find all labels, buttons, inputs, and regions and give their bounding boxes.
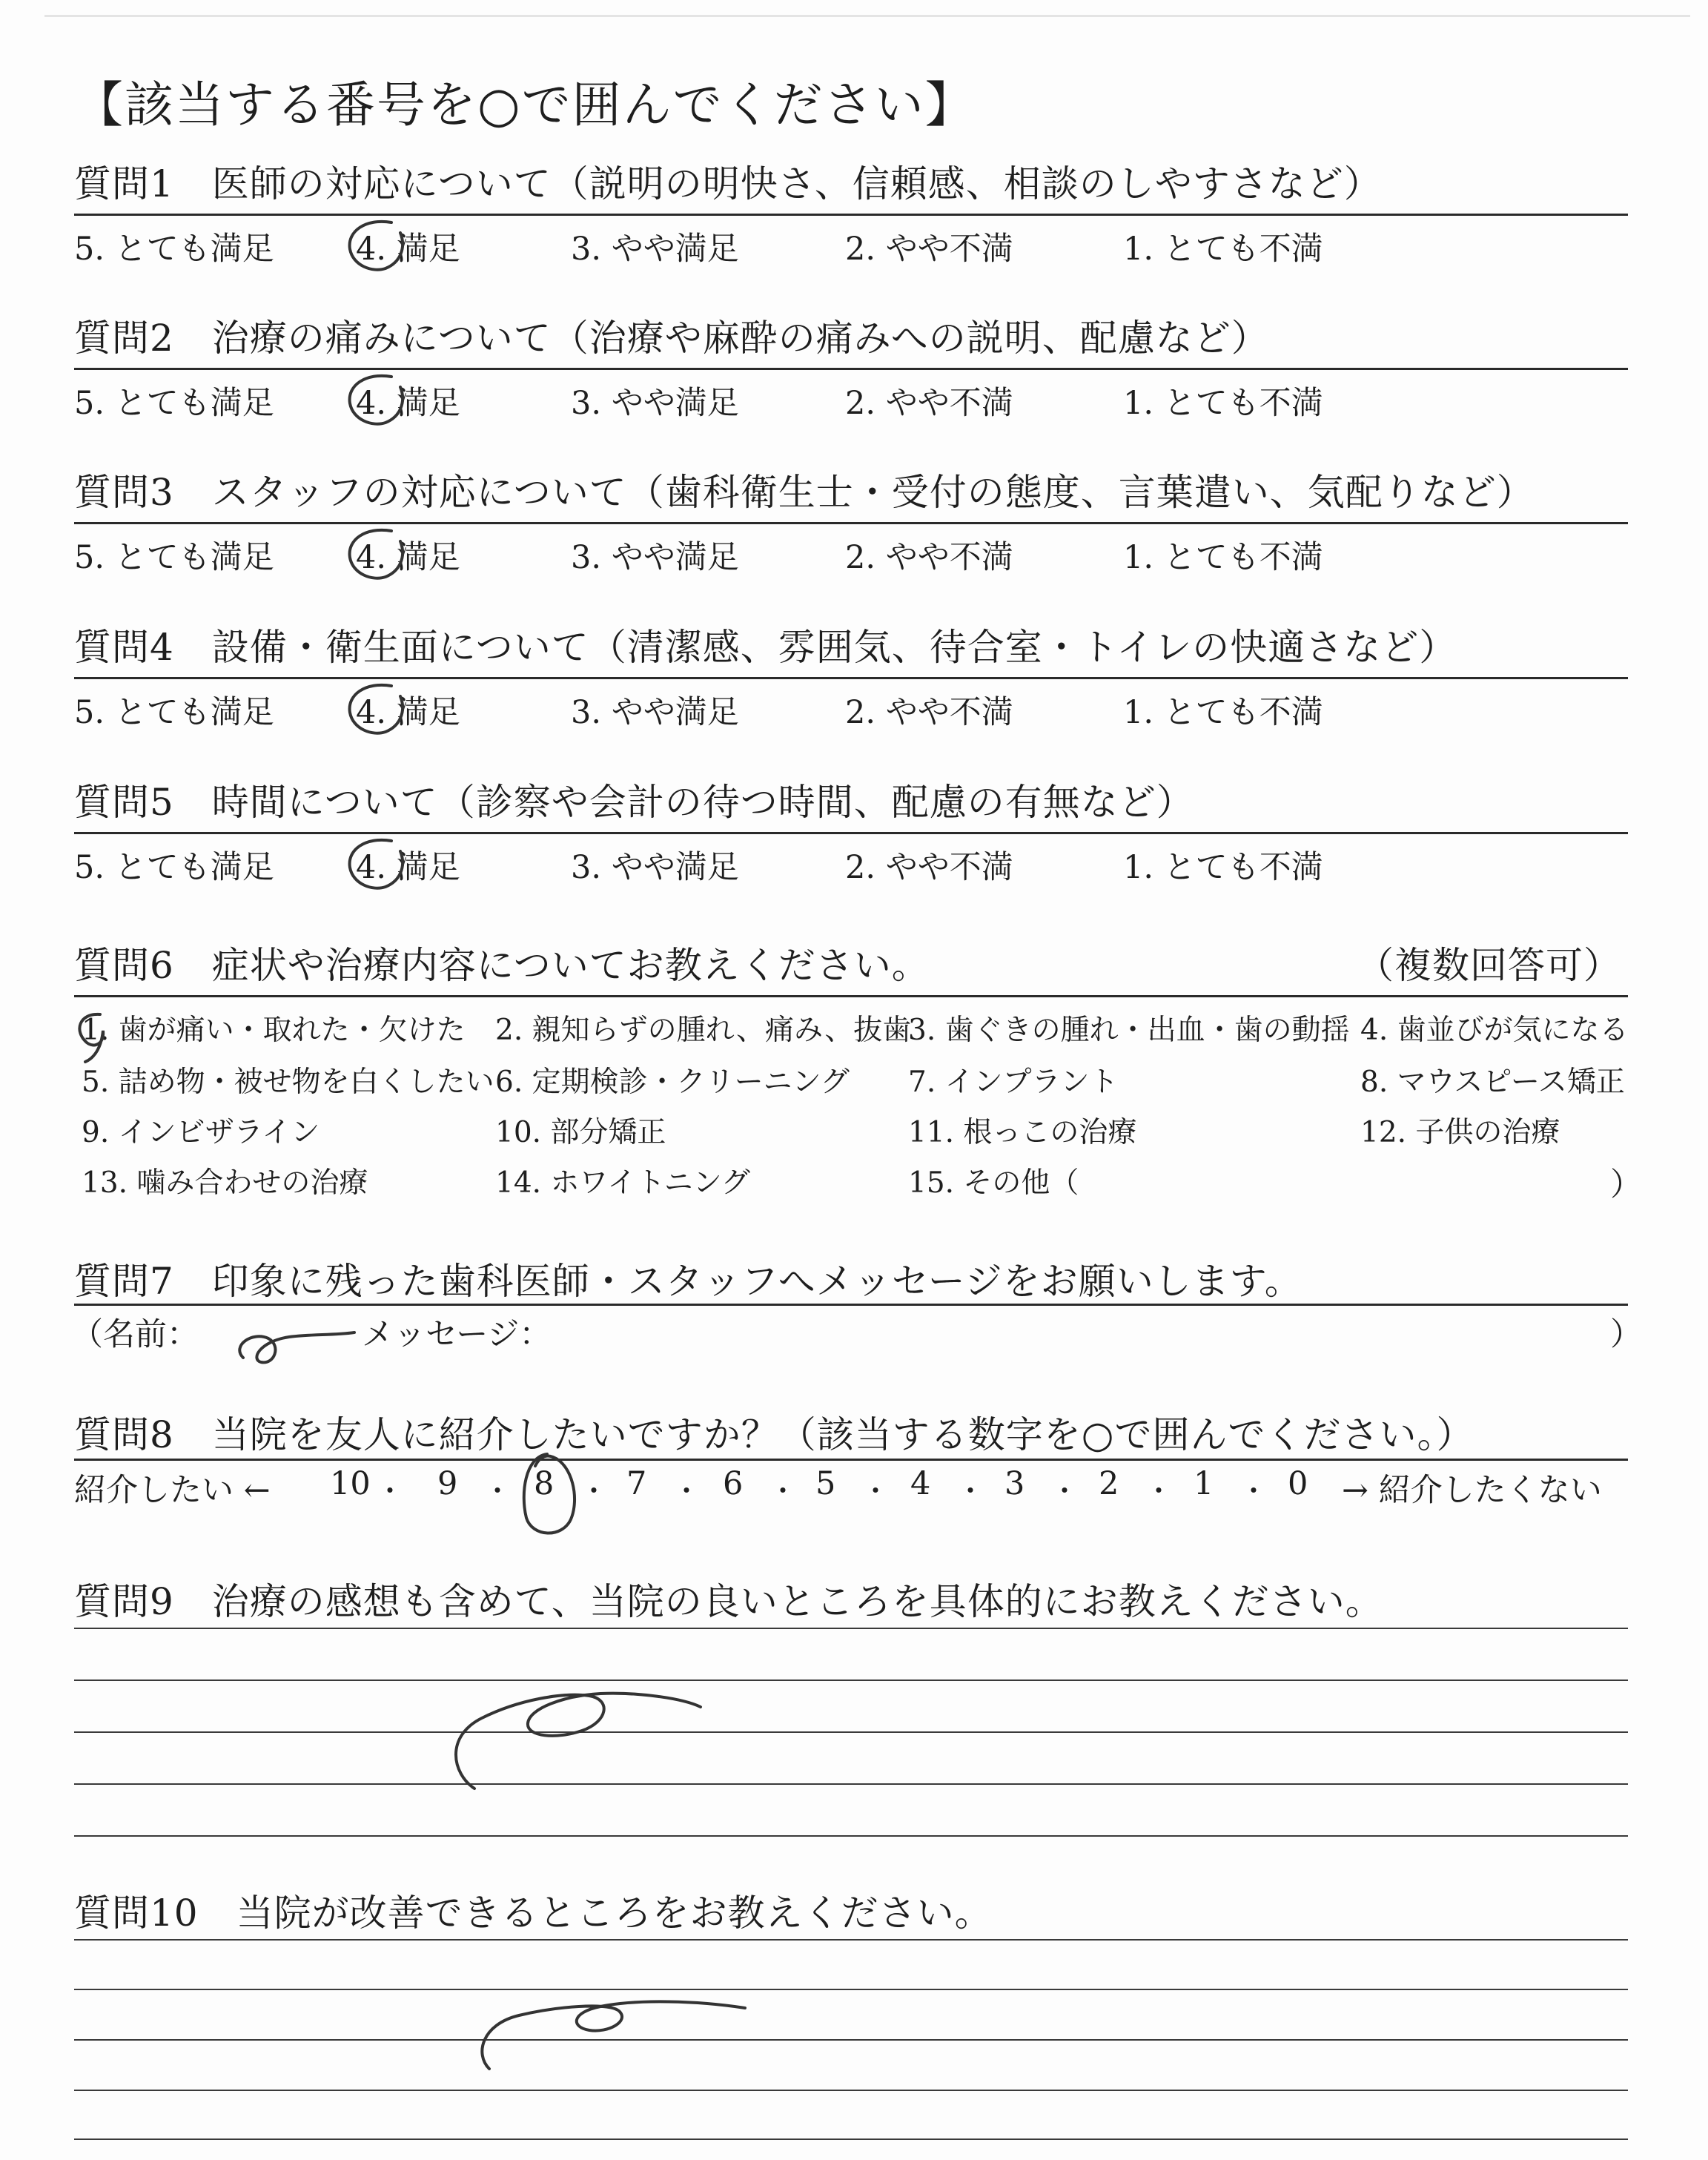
q6-option-8[interactable]: 8. マウスピース矯正 xyxy=(1360,1066,1625,1099)
q8-title: 質問8 当院を友人に紹介したいですか？（該当する数字を○で囲んでください。） xyxy=(74,1413,1474,1456)
q8-separator-dot: ・ xyxy=(1145,1475,1174,1507)
q4-option-somewhat-dissatisfied[interactable]: 2. やや不満 xyxy=(845,694,1013,731)
q5-option-satisfied[interactable]: 4. 満足 xyxy=(356,849,460,886)
q9-writing-line xyxy=(74,1680,1628,1681)
q8-separator-dot: ・ xyxy=(956,1475,985,1507)
q7-message-label: メッセージ： xyxy=(362,1316,552,1353)
q1-rule xyxy=(74,214,1628,216)
q6-other-close-paren: ） xyxy=(1610,1166,1642,1203)
q8-rule xyxy=(74,1459,1628,1461)
q6-title: 質問6 症状や治療内容についてお教えください。 xyxy=(74,944,930,987)
q8-score-9[interactable]: 9 xyxy=(437,1465,458,1502)
q7-title: 質問7 印象に残った歯科医師・スタッフへメッセージをお願いします。 xyxy=(74,1260,1302,1303)
q8-separator-dot: ・ xyxy=(672,1475,701,1507)
q5-selection-circle xyxy=(340,835,421,902)
q6-selection-mark xyxy=(70,1008,130,1068)
q1-option-very-dissatisfied[interactable]: 1. とても不満 xyxy=(1123,231,1323,268)
q10-writing-line xyxy=(74,2090,1628,2091)
q6-option-2[interactable]: 2. 親知らずの腫れ、痛み、抜歯 xyxy=(495,1014,912,1047)
q9-scribble xyxy=(437,1677,719,1796)
q2-option-satisfied[interactable]: 4. 満足 xyxy=(356,385,460,422)
q8-score-6[interactable]: 6 xyxy=(723,1465,744,1502)
q1-selection-circle xyxy=(340,217,421,283)
q8-separator-dot: ・ xyxy=(483,1475,512,1507)
q7-name-label: （名前： xyxy=(71,1316,199,1353)
q1-option-very-satisfied[interactable]: 5. とても満足 xyxy=(74,231,274,268)
q8-score-8[interactable]: 8 xyxy=(534,1465,555,1502)
q10-writing-line xyxy=(74,2039,1628,2041)
q2-option-somewhat-satisfied[interactable]: 3. やや満足 xyxy=(571,385,739,422)
q8-score-2[interactable]: 2 xyxy=(1099,1465,1119,1502)
q6-option-1[interactable]: 1. 歯が痛い・取れた・欠けた xyxy=(82,1014,466,1047)
q1-title: 質問1 医師の対応について（説明の明快さ、信頼感、相談のしやすさなど） xyxy=(74,162,1382,205)
q4-selection-circle xyxy=(340,680,421,747)
q6-option-14[interactable]: 14. ホワイトニング xyxy=(495,1166,750,1200)
q7-rule xyxy=(74,1304,1628,1306)
q5-option-somewhat-dissatisfied[interactable]: 2. やや不満 xyxy=(845,849,1013,886)
q8-left-label: 紹介したい ← xyxy=(74,1472,271,1509)
q6-option-11[interactable]: 11. 根っこの治療 xyxy=(908,1116,1137,1149)
q8-separator-dot: ・ xyxy=(861,1475,890,1507)
q6-option-5[interactable]: 5. 詰め物・被せ物を白くしたい xyxy=(82,1066,494,1099)
q2-option-very-satisfied[interactable]: 5. とても満足 xyxy=(74,385,274,422)
q8-separator-dot: ・ xyxy=(1050,1475,1079,1507)
q6-option-12[interactable]: 12. 子供の治療 xyxy=(1360,1116,1560,1149)
q6-rule xyxy=(74,995,1628,997)
q8-separator-dot: ・ xyxy=(580,1475,609,1507)
q3-option-satisfied[interactable]: 4. 満足 xyxy=(356,539,460,576)
q8-score-5[interactable]: 5 xyxy=(815,1465,836,1502)
page-top-edge xyxy=(44,15,1690,17)
q10-writing-line xyxy=(74,1989,1628,1990)
q8-score-10[interactable]: 10 xyxy=(330,1465,371,1502)
q8-separator-dot: ・ xyxy=(769,1475,798,1507)
q6-option-10[interactable]: 10. 部分矯正 xyxy=(495,1116,666,1149)
q10-writing-line xyxy=(74,2138,1628,2140)
q1-option-somewhat-dissatisfied[interactable]: 2. やや不満 xyxy=(845,231,1013,268)
q9-writing-line xyxy=(74,1835,1628,1837)
q4-option-satisfied[interactable]: 4. 満足 xyxy=(356,694,460,731)
q8-score-0[interactable]: 0 xyxy=(1288,1465,1308,1502)
q6-option-15[interactable]: 15. その他（ xyxy=(908,1166,1079,1200)
q9-writing-line xyxy=(74,1783,1628,1785)
q3-option-somewhat-dissatisfied[interactable]: 2. やや不満 xyxy=(845,539,1013,576)
q8-score-1[interactable]: 1 xyxy=(1194,1465,1214,1502)
q8-score-3[interactable]: 3 xyxy=(1004,1465,1025,1502)
q2-rule xyxy=(74,368,1628,370)
q8-separator-dot: ・ xyxy=(376,1475,405,1507)
q3-option-somewhat-satisfied[interactable]: 3. やや満足 xyxy=(571,539,739,576)
q5-option-very-dissatisfied[interactable]: 1. とても不満 xyxy=(1123,849,1323,886)
q8-right-label: → 紹介したくない xyxy=(1342,1472,1602,1509)
q10-writing-line xyxy=(74,1939,1628,1941)
form-heading: 【該当する番号を○で囲んでください】 xyxy=(74,76,976,133)
q10-scribble xyxy=(460,1987,756,2084)
q3-option-very-dissatisfied[interactable]: 1. とても不満 xyxy=(1123,539,1323,576)
q3-selection-circle xyxy=(340,525,421,592)
q2-title: 質問2 治療の痛みについて（治療や麻酔の痛みへの説明、配慮など） xyxy=(74,317,1269,360)
q10-title: 質問10 当院が改善できるところをお教えください。 xyxy=(74,1892,993,1935)
q6-option-7[interactable]: 7. インプラント xyxy=(908,1066,1119,1099)
q1-option-somewhat-satisfied[interactable]: 3. やや満足 xyxy=(571,231,739,268)
q9-writing-line xyxy=(74,1628,1628,1629)
q4-option-very-dissatisfied[interactable]: 1. とても不満 xyxy=(1123,694,1323,731)
q2-option-very-dissatisfied[interactable]: 1. とても不満 xyxy=(1123,385,1323,422)
q4-option-very-satisfied[interactable]: 5. とても満足 xyxy=(74,694,274,731)
q9-title: 質問9 治療の感想も含めて、当院の良いところを具体的にお教えください。 xyxy=(74,1580,1383,1623)
q5-option-somewhat-satisfied[interactable]: 3. やや満足 xyxy=(571,849,739,886)
q6-option-4[interactable]: 4. 歯並びが気になる xyxy=(1360,1014,1629,1047)
q8-score-7[interactable]: 7 xyxy=(626,1465,647,1502)
q3-rule xyxy=(74,522,1628,524)
q8-score-4[interactable]: 4 xyxy=(910,1465,931,1502)
q7-signature-scribble xyxy=(230,1316,363,1368)
q6-option-3[interactable]: 3. 歯ぐきの腫れ・出血・歯の動揺 xyxy=(908,1014,1350,1047)
q6-multiple-answer-note: （複数回答可） xyxy=(1357,944,1621,987)
q8-selection-circle xyxy=(510,1450,592,1546)
q5-title: 質問5 時間について（診察や会計の待つ時間、配慮の有無など） xyxy=(74,781,1194,824)
q3-title: 質問3 スタッフの対応について（歯科衛生士・受付の態度、言葉遣い、気配りなど） xyxy=(74,471,1535,514)
q5-rule xyxy=(74,832,1628,834)
q4-title: 質問4 設備・衛生面について（清潔感、雰囲気、待合室・トイレの快適さなど） xyxy=(74,626,1457,669)
q8-separator-dot: ・ xyxy=(1239,1475,1268,1507)
q4-rule xyxy=(74,677,1628,679)
q4-option-somewhat-satisfied[interactable]: 3. やや満足 xyxy=(571,694,739,731)
q6-option-6[interactable]: 6. 定期検診・クリーニング xyxy=(495,1066,850,1099)
q6-option-13[interactable]: 13. 噛み合わせの治療 xyxy=(82,1166,368,1200)
q2-option-somewhat-dissatisfied[interactable]: 2. やや不満 xyxy=(845,385,1013,422)
q2-selection-circle xyxy=(340,371,421,437)
q9-writing-line xyxy=(74,1731,1628,1733)
q3-option-very-satisfied[interactable]: 5. とても満足 xyxy=(74,539,274,576)
q5-option-very-satisfied[interactable]: 5. とても満足 xyxy=(74,849,274,886)
q7-close-paren: ） xyxy=(1610,1316,1642,1353)
q6-option-9[interactable]: 9. インビザライン xyxy=(82,1116,320,1149)
q1-option-satisfied[interactable]: 4. 満足 xyxy=(356,231,460,268)
